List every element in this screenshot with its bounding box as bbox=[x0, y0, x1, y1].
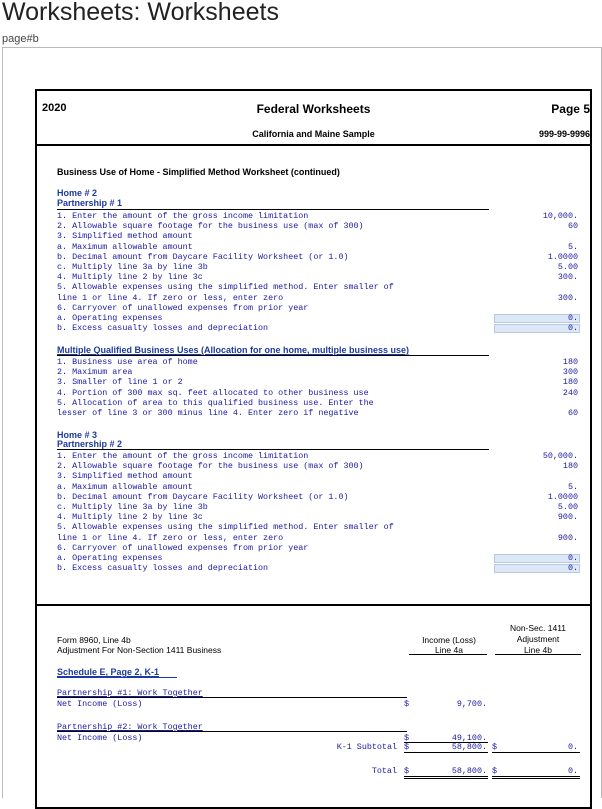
worksheet-line-text: a. Operating expenses bbox=[57, 553, 163, 563]
income-column-header: Income (Loss) bbox=[422, 635, 476, 645]
total-income: 58,800. bbox=[451, 766, 487, 776]
currency-symbol: $ bbox=[404, 766, 410, 776]
worksheet-line-value: 180 bbox=[562, 461, 578, 472]
worksheet-line-text: 1. Enter the amount of the gross income limitation bbox=[57, 211, 309, 221]
page-title: Federal Worksheets bbox=[256, 102, 371, 116]
total-double-rule bbox=[492, 776, 580, 779]
worksheet-line-text: line 1 or line 4. If zero or less, enter zero bbox=[57, 532, 284, 543]
worksheet-line-value: 1.0000 bbox=[547, 251, 578, 262]
client-ssn: 999-99-9996 bbox=[538, 129, 590, 139]
worksheet-line-text: 6. Carryover of unallowed expenses from prior year bbox=[57, 542, 309, 553]
worksheet-line-value: 300. bbox=[557, 292, 578, 303]
worksheet-line-text: 3. Smaller of line 1 or 2 bbox=[57, 377, 183, 388]
worksheet-line-value: 5. bbox=[567, 241, 578, 252]
adjustment-column-line: Line 4b bbox=[524, 645, 552, 655]
total-adjustment: 0. bbox=[567, 766, 578, 776]
worksheet-line-text: 4. Multiply line 2 by line 3c bbox=[57, 512, 203, 523]
total-label: Total bbox=[371, 766, 397, 776]
income-column-line: Line 4a bbox=[435, 645, 463, 655]
tax-year: 2020 bbox=[42, 102, 67, 114]
worksheet-line-value: 300 bbox=[562, 367, 578, 378]
partnership-1-label: Net Income (Loss) bbox=[57, 699, 143, 709]
k1-subtotal-adjustment: 0. bbox=[567, 742, 578, 752]
worksheet-line-value: 180 bbox=[562, 357, 578, 367]
section-divider bbox=[57, 355, 489, 356]
column-underline bbox=[409, 654, 487, 655]
currency-symbol: $ bbox=[404, 699, 410, 709]
partnership-1-name: Partnership #1: Work Together bbox=[57, 688, 203, 698]
adjustment-column-subheader: Adjustment bbox=[516, 634, 560, 644]
adjustment-column-header: Non-Sec. 1411 bbox=[509, 623, 567, 633]
worksheet-line-text: lesser of line 3 or 300 minus line 4. Enter zero if negative bbox=[57, 408, 359, 418]
partnership-2-label: Net Income (Loss) bbox=[57, 733, 143, 743]
partnership-1-rule bbox=[57, 697, 407, 698]
k1-subtotal-income: 58,800. bbox=[451, 742, 487, 752]
currency-symbol: $ bbox=[404, 742, 410, 752]
worksheet-line-value: 180 bbox=[562, 377, 578, 388]
worksheet-line-value: 60 bbox=[567, 221, 578, 232]
schedule-e-link[interactable]: Schedule E, Page 2, K-1 bbox=[57, 667, 160, 677]
total-double-rule bbox=[404, 776, 488, 779]
form-8960-line: Form 8960, Line 4b bbox=[57, 635, 131, 645]
partnership-1-income: 9,700. bbox=[456, 699, 487, 709]
worksheet-line-value: 5.00 bbox=[557, 262, 578, 272]
worksheet-line-text: line 1 or line 4. If zero or less, enter zero bbox=[57, 292, 284, 303]
worksheet-line-text: b. Decimal amount from Daycare Facility Worksheet (or 1.0) bbox=[57, 251, 349, 262]
worksheet-line-value: 60 bbox=[567, 408, 578, 418]
currency-symbol: $ bbox=[492, 766, 498, 776]
worksheet-line-value: 10,000. bbox=[542, 211, 578, 221]
worksheet-line-value: 5. bbox=[567, 481, 578, 492]
currency-symbol: $ bbox=[492, 742, 498, 752]
form-8960-subtitle: Adjustment For Non-Section 1411 Business bbox=[57, 645, 222, 655]
subtotal-rule bbox=[492, 752, 580, 753]
home-2-heading: Home # 2 bbox=[57, 188, 98, 198]
section-divider bbox=[57, 209, 489, 210]
worksheet-line-text: 2. Maximum area bbox=[57, 367, 133, 378]
worksheet-line-value: 900. bbox=[557, 532, 578, 543]
worksheet-line-value: 50,000. bbox=[542, 451, 578, 461]
worksheet-title: Business Use of Home - Simplified Method Worksheet (continued) bbox=[57, 167, 340, 177]
worksheet-line-text: a. Maximum allowable amount bbox=[57, 241, 193, 252]
currency-symbol: $ bbox=[404, 733, 410, 743]
schedule-underline bbox=[57, 677, 177, 678]
column-underline bbox=[495, 654, 581, 655]
page-tag: page#b bbox=[2, 33, 39, 45]
partnership-2-rule bbox=[57, 731, 407, 732]
worksheet-line-text: b. Excess casualty losses and depreciation bbox=[57, 323, 269, 334]
worksheet-line-value: 5.00 bbox=[557, 502, 578, 512]
home-3-heading: Home # 3 bbox=[57, 430, 98, 440]
subtotal-rule bbox=[404, 752, 488, 753]
section-divider bbox=[57, 449, 489, 450]
worksheet-line-value[interactable]: 0. bbox=[567, 553, 578, 563]
worksheet-line-value: 900. bbox=[557, 512, 578, 523]
worksheet-line-value: 1.0000 bbox=[547, 491, 578, 502]
partnership-1-heading: Partnership # 1 bbox=[57, 198, 123, 208]
worksheet-line-text: 2. Allowable square footage for the business use (max of 300) bbox=[57, 461, 364, 472]
worksheet-line-text: 2. Allowable square footage for the business use (max of 300) bbox=[57, 221, 364, 232]
worksheet-line-text: 5. Allowable expenses using the simplified method. Enter smaller of bbox=[57, 282, 394, 293]
k1-subtotal-label: K-1 Subtotal bbox=[336, 742, 397, 752]
worksheet-page bbox=[35, 89, 592, 809]
worksheet-line-text: 4. Multiply line 2 by line 3c bbox=[57, 272, 203, 283]
worksheet-line-text: a. Maximum allowable amount bbox=[57, 481, 193, 492]
worksheet-line-value: 300. bbox=[557, 272, 578, 283]
worksheet-line-text: 4. Portion of 300 max sq. feet allocated to other business use bbox=[57, 387, 369, 398]
worksheet-line-value[interactable]: 0. bbox=[567, 313, 578, 323]
window-title: Worksheets: Worksheets bbox=[2, 0, 279, 26]
worksheet-line-value[interactable]: 0. bbox=[567, 323, 578, 334]
header-divider bbox=[37, 144, 590, 146]
worksheet-line-value: 240 bbox=[562, 387, 578, 398]
page-number: Page 5 bbox=[551, 102, 590, 116]
worksheet-line-text: b. Excess casualty losses and depreciation bbox=[57, 563, 269, 574]
worksheet-line-text: 1. Enter the amount of the gross income limitation bbox=[57, 451, 309, 461]
worksheet-line-text: 6. Carryover of unallowed expenses from prior year bbox=[57, 302, 309, 313]
worksheet-line-value[interactable]: 0. bbox=[567, 563, 578, 574]
worksheet-line-text: 3. Simplified method amount bbox=[57, 471, 193, 482]
multiple-business-heading: Multiple Qualified Business Uses (Allocation for one home, multiple business use) bbox=[57, 345, 410, 355]
worksheet-line-text: c. Multiply line 3a by line 3b bbox=[57, 502, 208, 512]
partnership-2-heading: Partnership # 2 bbox=[57, 439, 123, 449]
worksheet-line-text: 5. Allocation of area to this qualified business use. Enter the bbox=[57, 397, 374, 408]
worksheet-line-text: a. Operating expenses bbox=[57, 313, 163, 323]
worksheet-line-text: c. Multiply line 3a by line 3b bbox=[57, 262, 208, 272]
worksheet-line-text: 3. Simplified method amount bbox=[57, 231, 193, 242]
worksheet-line-text: b. Decimal amount from Daycare Facility Worksheet (or 1.0) bbox=[57, 491, 349, 502]
section-divider bbox=[37, 604, 590, 606]
worksheet-line-text: 5. Allowable expenses using the simplified method. Enter smaller of bbox=[57, 522, 394, 533]
partnership-2-income: 49,100. bbox=[451, 733, 487, 743]
worksheet-line-text: 1. Business use area of home bbox=[57, 357, 198, 367]
partnership-2-name: Partnership #2: Work Together bbox=[57, 722, 203, 732]
client-name: California and Maine Sample bbox=[252, 129, 375, 139]
